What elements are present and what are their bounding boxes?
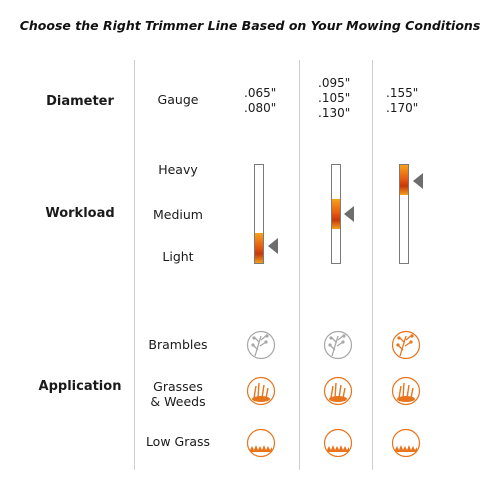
bramble-plant-icon bbox=[246, 330, 276, 360]
gauge-values-col3: .155" .170" bbox=[386, 86, 419, 115]
low-grass-icon bbox=[323, 428, 353, 458]
grass-weeds-icon bbox=[323, 376, 353, 406]
chart-title: Choose the Right Trimmer Line Based on Your Mowing Conditions bbox=[19, 18, 481, 33]
section-application: Application bbox=[38, 379, 122, 394]
application-brambles-label: Brambles bbox=[148, 337, 208, 352]
workload-heavy-label: Heavy bbox=[158, 162, 198, 177]
workload-light-label: Light bbox=[162, 249, 194, 264]
workload-bar-col3 bbox=[399, 164, 409, 264]
gauge-values-col1: .065" .080" bbox=[244, 86, 277, 115]
low-grass-icon bbox=[391, 428, 421, 458]
column-divider bbox=[372, 60, 373, 470]
bramble-plant-icon bbox=[323, 330, 353, 360]
application-low-grass-label: Low Grass bbox=[145, 434, 211, 449]
workload-pointer-arrow-icon bbox=[344, 206, 354, 222]
gauge-label: Gauge bbox=[157, 92, 199, 107]
grass-weeds-icon bbox=[246, 376, 276, 406]
workload-bar-col2 bbox=[331, 164, 341, 264]
workload-pointer-arrow-icon bbox=[413, 173, 423, 189]
low-grass-icon bbox=[246, 428, 276, 458]
gauge-values-col2: .095" .105" .130" bbox=[318, 76, 351, 120]
workload-pointer-arrow-icon bbox=[268, 238, 278, 254]
workload-medium-label: Medium bbox=[153, 207, 203, 222]
column-divider bbox=[299, 60, 300, 470]
grass-weeds-icon bbox=[391, 376, 421, 406]
workload-bar-col1 bbox=[254, 164, 264, 264]
workload-fill-col2 bbox=[332, 199, 340, 229]
workload-fill-col1 bbox=[255, 233, 263, 263]
application-grasses-label: Grasses & Weeds bbox=[150, 379, 206, 409]
bramble-plant-icon bbox=[391, 330, 421, 360]
section-diameter: Diameter bbox=[46, 94, 114, 109]
section-workload: Workload bbox=[45, 206, 115, 221]
workload-fill-col3 bbox=[400, 165, 408, 195]
